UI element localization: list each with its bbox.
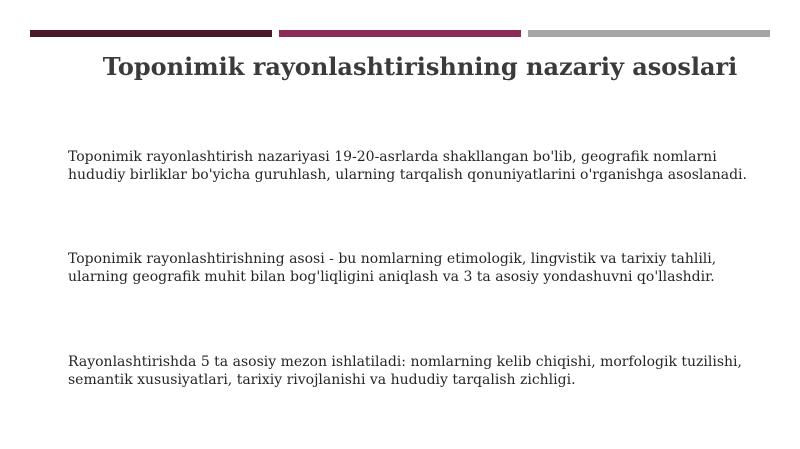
slide-title: Toponimik rayonlashtirishning nazariy asoslari — [102, 52, 738, 81]
top-accent-bar-dark — [30, 30, 272, 37]
paragraph-3: Rayonlashtirishda 5 ta asosiy mezon ishlatiladi: nomlarning kelib chiqishi, morfologik tuzilishi, semantik xususiyatlari, tarixiy rivojlanishi va hududiy tarqalish zichligi. — [68, 354, 742, 388]
top-accent-bar-gray — [528, 30, 770, 37]
paragraph-2: Toponimik rayonlashtirishning asosi - bu nomlarning etimologik, lingvistik va tarixiy tahlili, ularning geografik muhit bilan bog'liqligini aniqlash va 3 ta asosiy yondashuvni qo'llashdir. — [68, 251, 717, 285]
paragraph-1: Toponimik rayonlashtirish nazariyasi 19-20-asrlarda shakllangan bo'lib, geografik nomlarni hududiy birliklar bo'yicha guruhlash, ularning tarqalish qonuniyatlarini o'rganishga asoslanadi. — [68, 149, 747, 183]
top-accent-bar-magenta — [279, 30, 521, 37]
